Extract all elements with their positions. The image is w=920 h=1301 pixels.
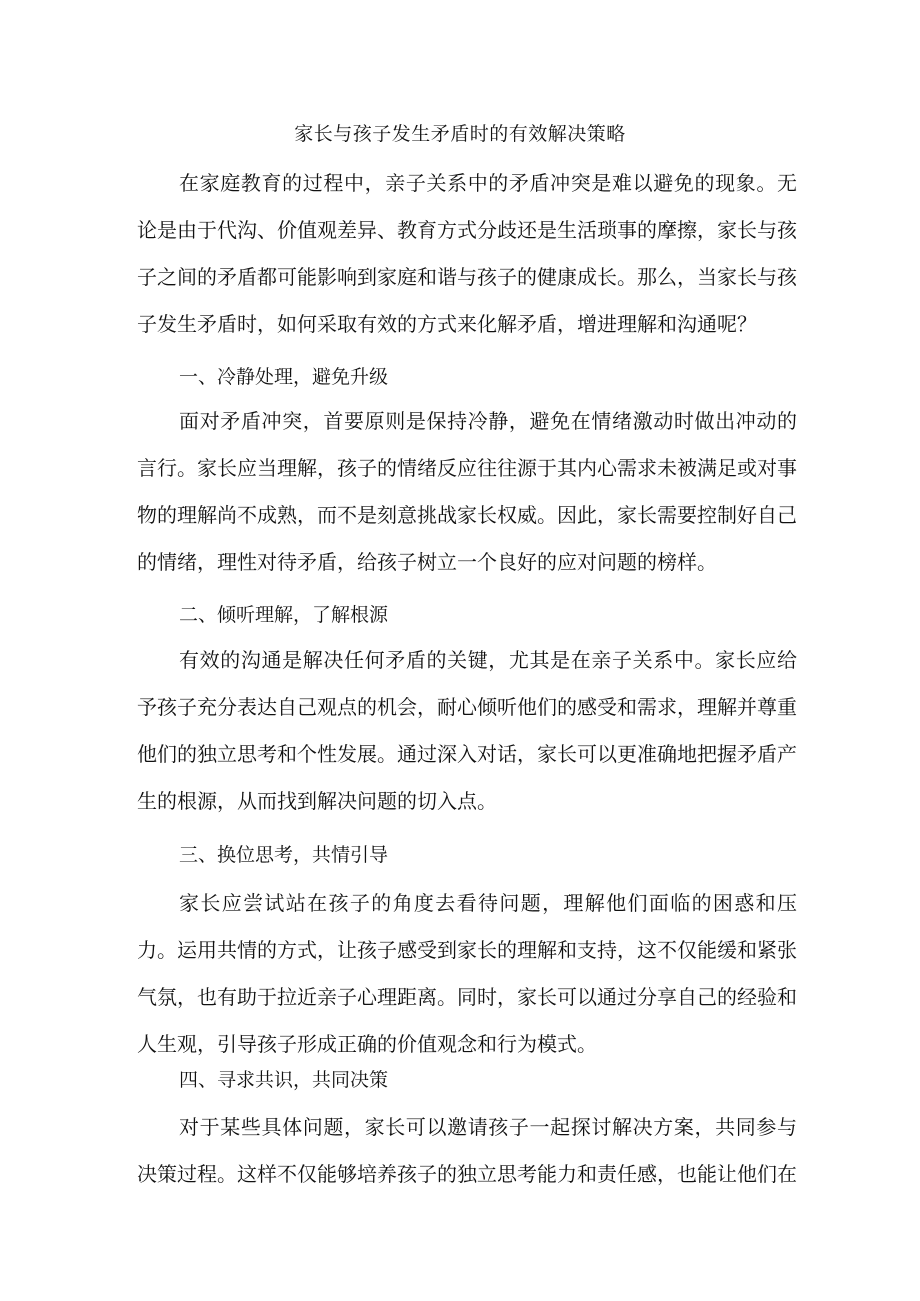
section-body-4: 对于某些具体问题，家长可以邀请孩子一起探讨解决方案，共同参与决策过程。这样不仅能够培养孩子的独立思考能力和责任感，也能让他们在 (137, 1115, 797, 1186)
section-body-1: 面对矛盾冲突，首要原则是保持冷静，避免在情绪激动时做出冲动的言行。家长应当理解，孩子的情绪反应往往源于其内心需求未被满足或对事物的理解尚不成熟，而不是刻意挑战家长权威。因此，家长需要控制好自己的情绪，理性对待矛盾，给孩子树立一个良好的应对问题的榜样。 (137, 409, 797, 574)
document-title: 家长与孩子发生矛盾时的有效解决策略 (294, 123, 626, 145)
section-heading-1: 一、冷静处理，避免升级 (179, 366, 389, 388)
section-body-3: 家长应尝试站在孩子的角度去看待问题，理解他们面临的困惑和压力。运用共情的方式，让孩子感受到家长的理解和支持，这不仅能缓和紧张气氛，也有助于拉近亲子心理距离。同时，家长可以通过分享自己的经验和人生观，引导孩子形成正确的价值观念和行为模式。 (137, 891, 797, 1056)
section-heading-4: 四、寻求共识，共同决策 (179, 1069, 389, 1091)
section-body-2: 有效的沟通是解决任何矛盾的关键，尤其是在亲子关系中。家长应给予孩子充分表达自己观点的机会，耐心倾听他们的感受和需求，理解并尊重他们的独立思考和个性发展。通过深入对话，家长可以更准确地把握矛盾产生的根源，从而找到解决问题的切入点。 (137, 648, 797, 813)
intro-paragraph: 在家庭教育的过程中，亲子关系中的矛盾冲突是难以避免的现象。无论是由于代沟、价值观差异、教育方式分歧还是生活琐事的摩擦，家长与孩子之间的矛盾都可能影响到家庭和谐与孩子的健康成长。那么，当家长与孩子发生矛盾时，如何采取有效的方式来化解矛盾，增进理解和沟通呢？ (137, 171, 797, 336)
section-heading-2: 二、倾听理解，了解根源 (179, 604, 389, 626)
section-heading-3: 三、换位思考，共情引导 (179, 844, 389, 866)
